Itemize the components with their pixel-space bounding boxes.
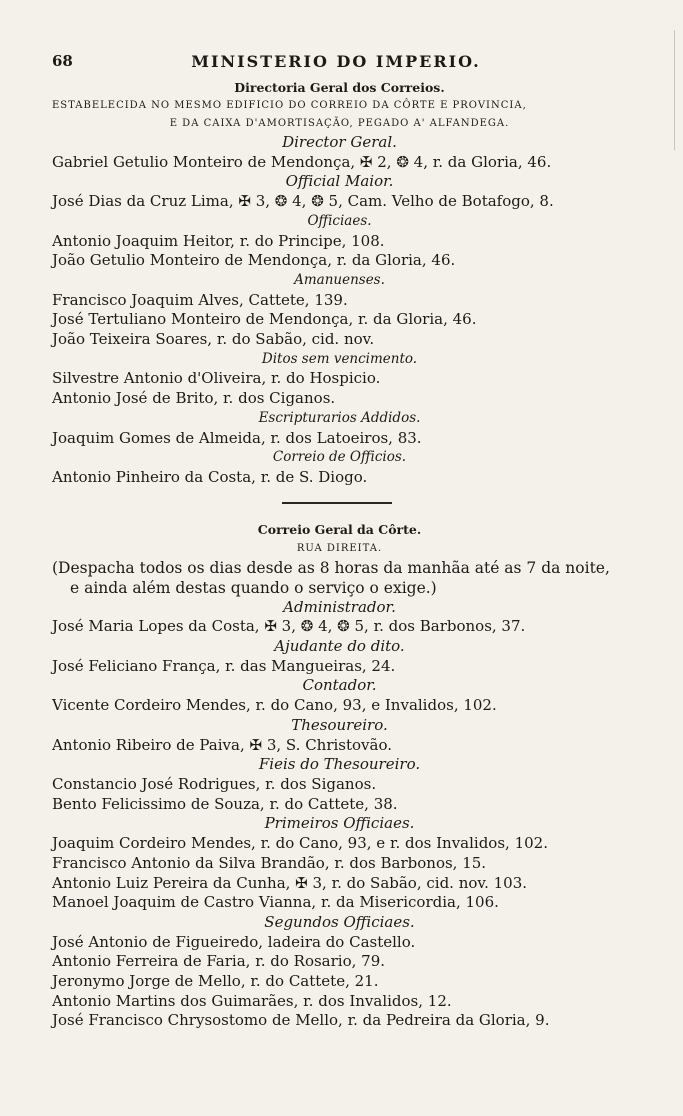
entry-second-officer: Antonio Martins dos Guimarães, r. dos Invalidos, 12. (52, 991, 452, 1010)
section-divider (52, 488, 627, 520)
entry-officer: Antonio Joaquim Heitor, r. do Principe, 108. (52, 231, 385, 250)
entry-first-officer: Antonio Luiz Pereira da Cunha, ✠ 3, r. do Sabão, cid. nov. 103. (52, 873, 528, 892)
role-thesoureiro: Thesoureiro. (291, 715, 388, 734)
entry-director: Gabriel Getulio Monteiro de Mendonça, ✠ 2, ❂ 4, r. da Gloria, 46. (52, 152, 552, 171)
entry-amanuense: João Teixeira Soares, r. do Sabão, cid. nov. (52, 330, 375, 349)
entry-contador: Vicente Cordeiro Mendes, r. do Cano, 93, e Invalidos, 102. (52, 696, 497, 715)
address-line-1: ESTABELECIDA NO MESMO EDIFICIO DO CORREIO DA CÔRTE E PROVINCIA, (52, 100, 527, 111)
role-ditos-sem-vencimento: Ditos sem vencimento. (261, 350, 418, 367)
section-title-directoria: Directoria Geral dos Correios. (234, 80, 445, 95)
role-primeiros-officiaes: Primeiros Officiaes. (264, 814, 415, 833)
page-number: 68 (52, 52, 73, 70)
entry-courier: Antonio Pinheiro da Costa, r. de S. Diogo. (52, 467, 368, 486)
running-head: MINISTERIO DO IMPERIO. (191, 52, 481, 71)
address-line-2: E DA CAIXA D'AMORTISAÇÃO, PEGADO A' ALFANDEGA. (169, 118, 510, 129)
entry-second-officer: Jeronymo Jorge de Mello, r. do Cattete, 21. (52, 972, 379, 991)
role-official-maior: Official Maior. (285, 172, 394, 191)
entry-first-officer: Francisco Antonio da Silva Brandão, r. dos Barbonos, 15. (52, 853, 487, 872)
hours-note-line-2: e ainda além destas quando o serviço o exige.) (70, 578, 437, 597)
entry-first-officer: Manoel Joaquim de Castro Vianna, r. da Misericordia, 106. (52, 893, 499, 912)
entry-thesoureiro: Antonio Ribeiro de Paiva, ✠ 3, S. Christovão. (52, 735, 393, 754)
role-administrador: Administrador. (283, 597, 396, 616)
entry-second-officer: José Francisco Chrysostomo de Mello, r. da Pedreira da Gloria, 9. (52, 1011, 550, 1030)
entry-clerk: Joaquim Gomes de Almeida, r. dos Latoeiros, 83. (52, 428, 422, 447)
section-title-correio-geral: Correio Geral da Côrte. (257, 521, 422, 537)
role-ajudante: Ajudante do dito. (274, 637, 405, 656)
entry-official-maior: José Dias da Cruz Lima, ✠ 3, ❂ 4, ❂ 5, Cam. Velho de Botafogo, 8. (52, 192, 554, 211)
entry-ajudante: José Feliciano França, r. das Mangueiras, 24. (52, 656, 396, 675)
role-amanuenses: Amanuenses. (294, 271, 385, 288)
entry-fiel: Constancio José Rodrigues, r. dos Siganos. (52, 774, 377, 793)
entry-unpaid: Silvestre Antonio d'Oliveira, r. do Hospicio. (52, 369, 381, 388)
street-name: RUA DIREITA. (296, 542, 383, 554)
role-fieis-thesoureiro: Fieis do Thesoureiro. (258, 755, 421, 774)
entry-officer: João Getulio Monteiro de Mendonça, r. da Gloria, 46. (52, 251, 456, 270)
hours-note-line-1: (Despacha todos os dias desde as 8 horas da manhãa até as 7 da noite, (52, 558, 610, 577)
entry-amanuense: José Tertuliano Monteiro de Mendonça, r. da Gloria, 46. (52, 310, 477, 329)
entry-fiel: Bento Felicissimo de Souza, r. do Cattete, 38. (52, 794, 398, 813)
page-edge-mark (674, 30, 679, 150)
role-director: Director Geral. (282, 133, 397, 151)
role-escripturarios: Escripturarios Addidos. (258, 409, 421, 426)
role-correio-de-officios: Correio de Officios. (272, 449, 407, 466)
role-officiaes: Officiaes. (307, 212, 372, 229)
entry-second-officer: José Antonio de Figueiredo, ladeira do Castello. (52, 932, 416, 951)
entry-unpaid: Antonio José de Brito, r. dos Ciganos. (52, 389, 336, 408)
entry-first-officer: Joaquim Cordeiro Mendes, r. do Cano, 93, e r. dos Invalidos, 102. (52, 834, 548, 853)
role-contador: Contador. (302, 676, 377, 695)
entry-amanuense: Francisco Joaquim Alves, Cattete, 139. (52, 290, 348, 309)
page-content (52, 78, 627, 1031)
entry-administrador: José Maria Lopes da Costa, ✠ 3, ❂ 4, ❂ 5, r. dos Barbonos, 37. (52, 617, 526, 636)
role-segundos-officiaes: Segundos Officiaes. (264, 912, 415, 931)
page-header (52, 52, 620, 72)
entry-second-officer: Antonio Ferreira de Faria, r. do Rosario, 79. (52, 952, 386, 971)
